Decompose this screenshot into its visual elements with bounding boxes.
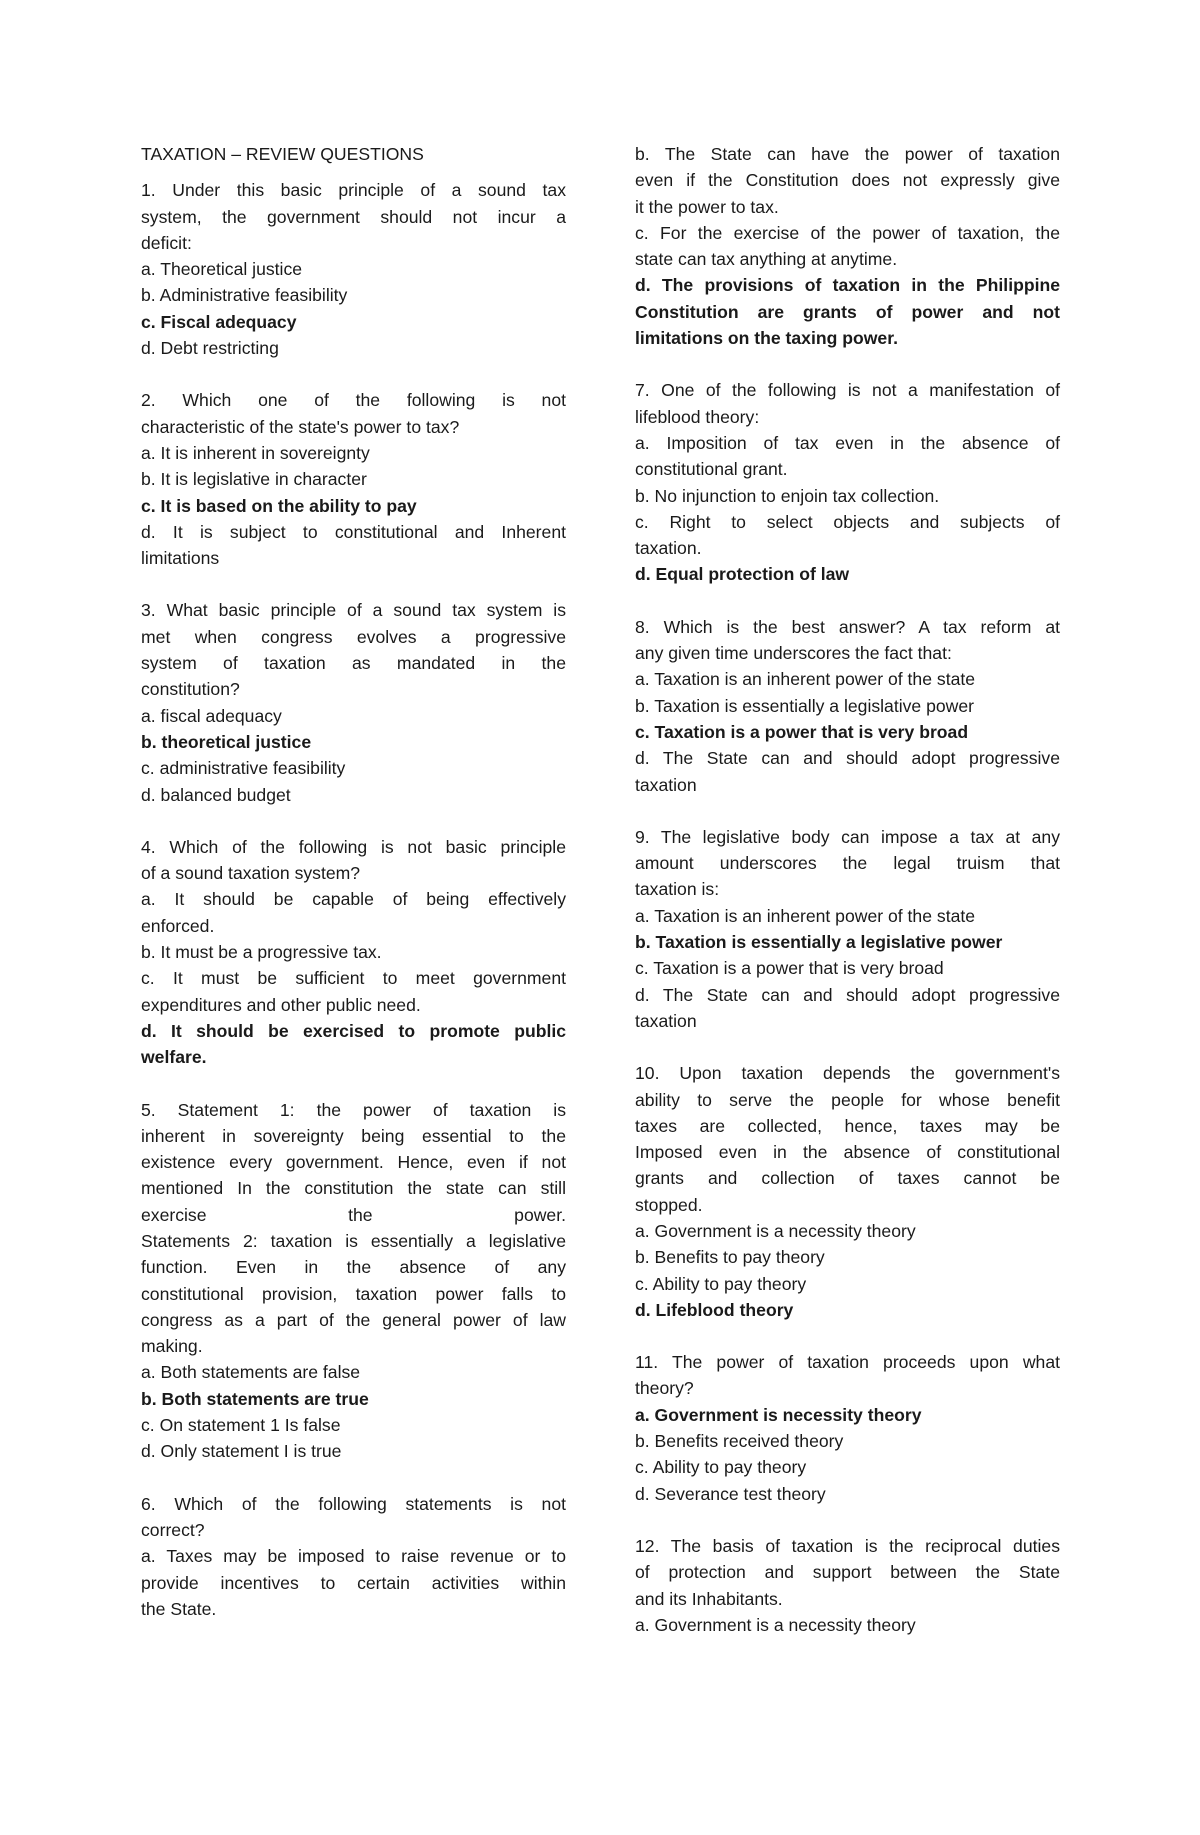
question-q1	[141, 177, 566, 361]
text-line: constitutional grant.	[635, 459, 788, 480]
answer-option	[635, 693, 1060, 719]
text-line: mentioned In the constitution the state can still	[141, 1178, 566, 1199]
question-q12	[635, 1533, 1060, 1638]
question-q2	[141, 387, 566, 571]
answer-option	[141, 466, 566, 492]
text-line: characteristic of the state's power to tax?	[141, 416, 460, 437]
text-line: even if the Constitution does not expressly give	[635, 170, 1060, 191]
question-q8	[635, 614, 1060, 798]
text-line: exercise the power.	[141, 1204, 566, 1225]
answer-option-correct	[141, 1386, 566, 1412]
question-q7	[635, 377, 1060, 587]
question-q11	[635, 1349, 1060, 1507]
text-line: a. Taxes may be imposed to raise revenue or to	[141, 1546, 566, 1567]
answer-option-correct	[635, 1297, 1060, 1323]
text-line: deficit:	[141, 232, 192, 253]
text-line: Statements 2: taxation is essentially a legislative	[141, 1230, 566, 1251]
answer-option	[635, 220, 1060, 273]
question-q6	[141, 1491, 566, 1622]
option-text: a. fiscal adequacy	[141, 705, 282, 726]
text-line: lifeblood theory:	[635, 406, 760, 427]
text-line: 2. Which one of the following is not	[141, 390, 566, 411]
option-text: a. Government is a necessity theory	[635, 1220, 916, 1241]
text-line: c. For the exercise of the power of taxation, the	[635, 222, 1060, 243]
answer-option	[141, 335, 566, 361]
option-text: a. Both statements are false	[141, 1362, 361, 1383]
text-line: taxes are collected, hence, taxes may be	[635, 1115, 1060, 1136]
text-line: taxation	[635, 774, 697, 795]
text-line: limitations	[141, 548, 220, 569]
answer-option	[141, 703, 566, 729]
text-line: function. Even in the absence of any	[141, 1257, 566, 1278]
option-text: b. No injunction to enjoin tax collection.	[635, 485, 940, 506]
text-line: taxation is:	[635, 879, 720, 900]
option-text: c. Fiscal adequacy	[141, 311, 297, 332]
text-line: any given time underscores the fact that:	[635, 643, 952, 664]
answer-option	[141, 519, 566, 572]
answer-option	[635, 1454, 1060, 1480]
answer-option	[141, 782, 566, 808]
answer-option	[141, 886, 566, 939]
text-line: amount underscores the legal truism that	[635, 853, 1060, 874]
option-text: a. Government is necessity theory	[635, 1404, 922, 1425]
text-line: taxation.	[635, 538, 702, 559]
text-line: 8. Which is the best answer? A tax reform at	[635, 616, 1060, 637]
text-line: theory?	[635, 1378, 694, 1399]
answer-option-correct	[141, 1018, 566, 1071]
text-line: 3. What basic principle of a sound tax system is	[141, 600, 566, 621]
answer-option	[635, 1481, 1060, 1507]
option-text: a. Taxation is an inherent power of the state	[635, 905, 976, 926]
question-stem	[141, 834, 566, 887]
text-line: of protection and support between the State	[635, 1562, 1060, 1583]
answer-option	[141, 755, 566, 781]
answer-option	[635, 1244, 1060, 1270]
answer-option	[141, 256, 566, 282]
answer-option	[635, 1612, 1060, 1638]
question-stem	[141, 177, 566, 256]
option-text: c. Ability to pay theory	[635, 1273, 807, 1294]
option-text: b. Administrative feasibility	[141, 285, 348, 306]
text-line: d. It should be exercised to promote public	[141, 1020, 566, 1041]
text-line: the State.	[141, 1598, 217, 1619]
answer-option	[635, 955, 1060, 981]
text-line: b. The State can have the power of taxation	[635, 144, 1060, 164]
text-line: 11. The power of taxation proceeds upon what	[635, 1352, 1060, 1373]
question-stem	[635, 824, 1060, 903]
question-stem	[141, 1491, 566, 1544]
text-line: 9. The legislative body can impose a tax at any	[635, 826, 1060, 847]
text-line: d. The State can and should adopt progressive	[635, 748, 1060, 769]
option-text: c. On statement 1 Is false	[141, 1415, 341, 1436]
answer-option	[635, 1428, 1060, 1454]
answer-option	[635, 141, 1060, 220]
answer-option	[141, 440, 566, 466]
text-line: making.	[141, 1336, 203, 1357]
option-text: b. theoretical justice	[141, 731, 312, 752]
option-text: c. Taxation is a power that is very broad	[635, 721, 969, 742]
option-text: b. Taxation is essentially a legislative power	[635, 695, 975, 716]
text-line: taxation	[635, 1010, 697, 1031]
question-stem	[141, 387, 566, 440]
question-stem	[635, 1349, 1060, 1402]
option-text: c. administrative feasibility	[141, 758, 346, 779]
text-line: system of taxation as mandated in the	[141, 653, 566, 674]
text-line: c. It must be sufficient to meet government	[141, 968, 566, 989]
text-line: a. It should be capable of being effectively	[141, 889, 566, 910]
option-text: b. Both statements are true	[141, 1388, 369, 1409]
question-stem	[635, 1060, 1060, 1218]
text-line: provide incentives to certain activities within	[141, 1572, 566, 1593]
question-stem	[141, 597, 566, 702]
text-line: stopped.	[635, 1194, 703, 1215]
option-text: c. Taxation is a power that is very broad	[635, 958, 944, 979]
answer-option	[141, 965, 566, 1018]
text-line: c. Right to select objects and subjects of	[635, 511, 1060, 532]
left-column	[141, 141, 566, 1622]
option-text: b. Benefits to pay theory	[635, 1247, 825, 1268]
option-text: d. Lifeblood theory	[635, 1299, 794, 1320]
text-line: 7. One of the following is not a manifestation of	[635, 380, 1060, 401]
question-q10	[635, 1060, 1060, 1323]
text-line: existence every government. Hence, even if not	[141, 1152, 566, 1173]
option-text: d. balanced budget	[141, 784, 291, 805]
answer-option-correct	[635, 1402, 1060, 1428]
question-stem	[141, 1097, 566, 1360]
option-text: d. Debt restricting	[141, 338, 279, 359]
option-text: b. It must be a progressive tax.	[141, 942, 382, 963]
question-q6-cont	[635, 141, 1060, 351]
text-line: system, the government should not incur a	[141, 206, 566, 227]
answer-option	[635, 1271, 1060, 1297]
text-line: 5. Statement 1: the power of taxation is	[141, 1099, 566, 1120]
option-text: d. Equal protection of law	[635, 564, 850, 585]
answer-option	[141, 1543, 566, 1622]
text-line: 4. Which of the following is not basic principle	[141, 836, 566, 857]
text-line: welfare.	[141, 1047, 207, 1068]
answer-option-correct	[635, 561, 1060, 587]
text-line: d. The provisions of taxation in the Philippine	[635, 275, 1060, 296]
answer-option-correct	[141, 493, 566, 519]
question-q4	[141, 834, 566, 1071]
text-line: enforced.	[141, 915, 215, 936]
text-line: constitution?	[141, 679, 240, 700]
answer-option	[141, 1412, 566, 1438]
text-line: correct?	[141, 1519, 205, 1540]
answer-option-correct	[635, 929, 1060, 955]
text-line: 10. Upon taxation depends the government's	[635, 1063, 1060, 1084]
question-stem	[635, 614, 1060, 667]
option-text: a. Theoretical justice	[141, 259, 303, 280]
text-line: constitutional provision, taxation power falls to	[141, 1283, 566, 1304]
answer-option	[635, 430, 1060, 483]
option-text: a. Government is a necessity theory	[635, 1614, 916, 1635]
option-text: c. It is based on the ability to pay	[141, 495, 417, 516]
option-text: b. Benefits received theory	[635, 1431, 844, 1452]
question-q5	[141, 1097, 566, 1465]
answer-option	[635, 982, 1060, 1035]
answer-option	[141, 939, 566, 965]
text-line: Imposed even in the absence of constitutional	[635, 1142, 1060, 1163]
answer-option-correct	[141, 309, 566, 335]
option-text: d. Only statement I is true	[141, 1441, 342, 1462]
text-line: 6. Which of the following statements is not	[141, 1493, 566, 1514]
question-q9	[635, 824, 1060, 1034]
option-text: c. Ability to pay theory	[635, 1457, 807, 1478]
question-stem	[635, 377, 1060, 430]
answer-option	[635, 509, 1060, 562]
option-text: b. It is legislative in character	[141, 469, 367, 490]
question-stem	[635, 1533, 1060, 1612]
text-line: met when congress evolves a progressive	[141, 626, 566, 647]
text-line: d. It is subject to constitutional and Inherent	[141, 521, 566, 542]
text-line: and its Inhabitants.	[635, 1588, 783, 1609]
text-line: a. Imposition of tax even in the absence of	[635, 432, 1060, 453]
text-line: congress as a part of the general power of law	[141, 1309, 566, 1330]
option-text: b. Taxation is essentially a legislative power	[635, 932, 1003, 953]
text-line: Constitution are grants of power and not	[635, 301, 1060, 322]
option-text: d. Severance test theory	[635, 1483, 826, 1504]
text-line: state can tax anything at anytime.	[635, 249, 898, 270]
text-line: of a sound taxation system?	[141, 863, 361, 884]
text-line: limitations on the taxing power.	[635, 328, 898, 349]
right-column	[635, 141, 1060, 1638]
answer-option	[141, 282, 566, 308]
answer-option	[635, 745, 1060, 798]
answer-option	[635, 483, 1060, 509]
document-title: TAXATION – REVIEW QUESTIONS	[141, 144, 424, 164]
text-line: it the power to tax.	[635, 196, 779, 217]
option-text: a. Taxation is an inherent power of the state	[635, 669, 976, 690]
answer-option-correct	[635, 272, 1060, 351]
text-line: 12. The basis of taxation is the reciprocal duties	[635, 1535, 1060, 1556]
answer-option-correct	[635, 719, 1060, 745]
text-line: d. The State can and should adopt progressive	[635, 984, 1060, 1005]
text-line: 1. Under this basic principle of a sound tax	[141, 180, 566, 201]
text-line: expenditures and other public need.	[141, 994, 421, 1015]
answer-option	[141, 1359, 566, 1385]
text-line: inherent in sovereignty being essential to the	[141, 1125, 566, 1146]
text-line: grants and collection of taxes cannot be	[635, 1168, 1060, 1189]
answer-option	[141, 1438, 566, 1464]
text-line: ability to serve the people for whose benefit	[635, 1089, 1060, 1110]
option-text: a. It is inherent in sovereignty	[141, 442, 370, 463]
answer-option	[635, 903, 1060, 929]
answer-option	[635, 1218, 1060, 1244]
question-q3	[141, 597, 566, 807]
answer-option	[635, 666, 1060, 692]
answer-option-correct	[141, 729, 566, 755]
